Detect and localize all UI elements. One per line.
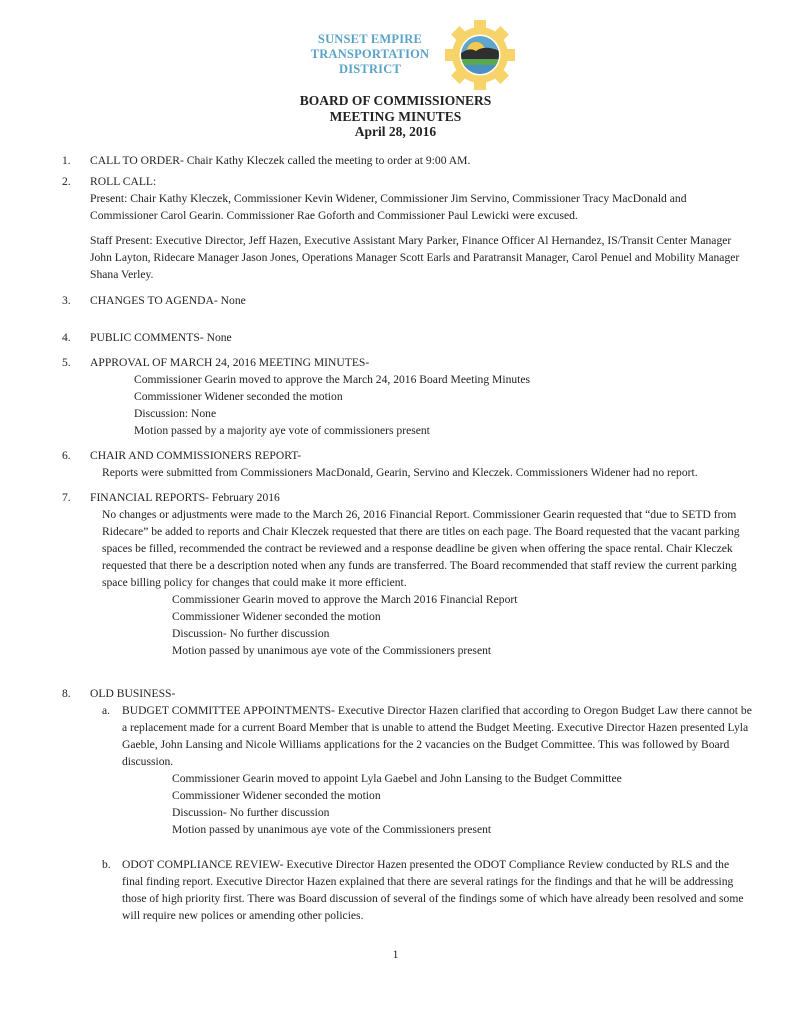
motion-line: Discussion: None bbox=[134, 407, 217, 420]
motion-line: Discussion- No further discussion bbox=[172, 627, 330, 640]
item-heading: APPROVAL OF MARCH 24, 2016 MEETING MINUTES- bbox=[90, 356, 370, 369]
agenda-item-public-comments bbox=[62, 329, 752, 346]
item-number: 4. bbox=[62, 331, 71, 344]
item-heading: PUBLIC COMMENTS- None bbox=[90, 331, 232, 344]
motion-line: Motion passed by a majority aye vote of commissioners present bbox=[134, 424, 430, 437]
item-heading: ROLL CALL: bbox=[90, 175, 157, 188]
title-line: MEETING MINUTES bbox=[329, 108, 462, 124]
item-paragraph: No changes or adjustments were made to the March 26, 2016 Financial Report. Commissioner Gearin requested that “due to SETD from Ridecare” be added to reports and Chair Kleczek requested that there are titles on each page. The Board requested that the vacant parking spaces be filled, recommended the contract be reviewed and a response deadline be given when offering the space rental. Chair Kleczek requested that there be a description noted when any funds are transferred. The Board recommended that staff review the current parking space billing policy for changes that could make it more efficient. bbox=[102, 508, 740, 589]
title-line: BOARD OF COMMISSIONERS bbox=[299, 93, 492, 108]
item-number: 5. bbox=[62, 356, 71, 369]
org-line: TRANSPORTATION bbox=[310, 47, 430, 61]
agenda-item-approval-of-minutes bbox=[62, 354, 752, 439]
motion-line: Commissioner Widener seconded the motion bbox=[134, 390, 343, 403]
motion-line: Motion passed by unanimous aye vote of the Commissioners present bbox=[172, 823, 492, 836]
subitem-text: BUDGET COMMITTEE APPOINTMENTS- Executive Director Hazen clarified that according to Oregon Budget Law there cannot be a replacement made for a current Board Member that is unable to attend the Budget Meeting. Executive Director Hazen presented Lyla Gaeble, John Lansing and Nicole Williams applications for the 2 vacancies on the Budget Committee. This was followed by Board discussion. bbox=[122, 704, 752, 768]
item-number: 8. bbox=[62, 687, 71, 700]
motion-line: Commissioner Gearin moved to appoint Lyla Gaebel and John Lansing to the Budget Committee bbox=[172, 772, 622, 785]
sunset-gear-logo-icon bbox=[443, 18, 517, 92]
motion-block bbox=[90, 371, 752, 439]
item-number: 7. bbox=[62, 491, 71, 504]
minutes-body bbox=[62, 152, 752, 924]
item-heading: CHAIR AND COMMISSIONERS REPORT- bbox=[90, 449, 302, 462]
motion-line: Motion passed by unanimous aye vote of the Commissioners present bbox=[172, 644, 492, 657]
motion-block bbox=[90, 591, 752, 659]
item-number: 2. bbox=[62, 175, 71, 188]
agenda-item-changes-to-agenda bbox=[62, 292, 752, 309]
subitem-odot-compliance bbox=[90, 856, 752, 924]
item-heading: FINANCIAL REPORTS- February 2016 bbox=[90, 491, 280, 504]
motion-line: Commissioner Widener seconded the motion bbox=[172, 789, 381, 802]
motion-line: Commissioner Gearin moved to approve the March 24, 2016 Board Meeting Minutes bbox=[134, 373, 531, 386]
item-paragraph: Reports were submitted from Commissioners MacDonald, Gearin, Servino and Kleczek. Commissioners Widener had no report. bbox=[102, 466, 698, 479]
staff-present-list: Staff Present: Executive Director, Jeff Hazen, Executive Assistant Mary Parker, Finance Officer Al Hernandez, IS/Transit Center Manager John Layton, Ridecare Manager Jason Jones, Operations Manager Scott Earls and Paratransit Manager, Carol Penuel and Mobility Manager Shana Verley. bbox=[90, 234, 740, 281]
agenda-item-commissioners-report bbox=[62, 447, 752, 481]
motion-line: Discussion- No further discussion bbox=[172, 806, 330, 819]
agenda-item-roll-call bbox=[62, 173, 752, 283]
org-line: SUNSET EMPIRE bbox=[317, 32, 423, 46]
motion-line: Commissioner Widener seconded the motion bbox=[172, 610, 381, 623]
item-number: 6. bbox=[62, 449, 71, 462]
page-number: 1 bbox=[392, 948, 399, 961]
motion-block bbox=[122, 770, 752, 838]
meeting-date: April 28, 2016 bbox=[354, 124, 437, 139]
item-number: 3. bbox=[62, 294, 71, 307]
present-list: Present: Chair Kathy Kleczek, Commissioner Kevin Widener, Commissioner Jim Servino, Commissioner Tracy MacDonald and Commissioner Carol Gearin. Commissioner Rae Goforth and Commissioner Paul Lewicki were excused. bbox=[90, 192, 687, 222]
item-heading: CALL TO ORDER- Chair Kathy Kleczek called the meeting to order at 9:00 AM. bbox=[90, 154, 471, 167]
subitem-budget-committee bbox=[90, 702, 752, 838]
item-heading: OLD BUSINESS- bbox=[90, 687, 176, 700]
subitem-text: ODOT COMPLIANCE REVIEW- Executive Director Hazen presented the ODOT Compliance Review conducted by RLS and the final finding report. Executive Director Hazen explained that there are several ratings for the findings and that he will be addressing those of high priority first. There was Board discussion of several of the findings some of which have already been resolved and some will require new polices or amending other policies. bbox=[122, 858, 744, 922]
motion-line: Commissioner Gearin moved to approve the March 2016 Financial Report bbox=[172, 593, 518, 606]
item-number: 1. bbox=[62, 154, 71, 167]
organization-name bbox=[300, 32, 440, 77]
agenda-item-financial-reports bbox=[62, 489, 752, 659]
org-line: DISTRICT bbox=[338, 62, 402, 76]
agenda-item-old-business bbox=[62, 685, 752, 924]
subitem-letter: a. bbox=[102, 704, 111, 717]
item-heading: CHANGES TO AGENDA- None bbox=[90, 294, 246, 307]
agenda-item-call-to-order bbox=[62, 152, 752, 169]
subitem-letter: b. bbox=[102, 858, 111, 871]
document-title bbox=[0, 93, 791, 140]
